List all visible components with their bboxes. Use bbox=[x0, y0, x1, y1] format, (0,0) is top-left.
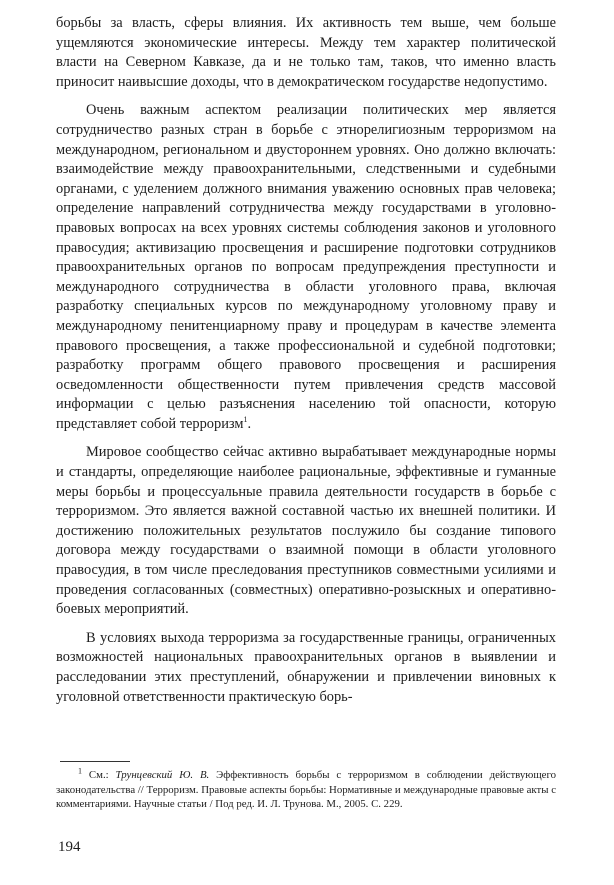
paragraph-2-text: Очень важным аспектом реализации политических мер является сотрудничество разных стран в борьбе с этнорелигиозным терроризмом на международном, региональном и двустороннем уровнях. Оно должно включать: взаимодействие между правоохранительными, следственными и судебными органами, с уделением должного внимания уважению основных прав человека; определение направлений сотрудничества между государствами в уголовно-правовых вопросах на всех уровнях системы соблюдения законов и уголовного правосудия; активизацию просвещения и расширение подготовки сотрудников правоохранительных органов по вопросам предупреждения преступности и международного сотрудничества в области уголовного права, включая разработку специальных курсов по международному уголовному праву и международному пенитенциарному праву и процедурам в качестве элемента правового просвещения, а также профессиональной и судебной подготовки; разработку программ общего правового просвещения и расширения осведомленности общественности путем привлечения средств массовой информации с целью разъяснения населению той опасности, которую представляет собой терроризм bbox=[56, 102, 556, 432]
footnote-divider bbox=[60, 761, 130, 762]
paragraph-1: борьбы за власть, сферы влияния. Их активность тем выше, чем больше ущемляются экономические интересы. Между тем характер политической власти на Северном Кавказе, да и не только там, таков, что именно власть приносит наивысшие доходы, что в демократическом государстве недопустимо. bbox=[56, 15, 556, 90]
paragraph-2: Очень важным аспектом реализации политических мер является сотрудничество разных стран в борьбе с этнорелигиозным терроризмом на международном, региональном и двустороннем уровнях. Оно должно включать: взаимодействие между правоохранительными, следственными и судебными органами, с уделением должного внимания уважению основных прав человека; определение направлений сотрудничества между государствами в уголовно-правовых вопросах на всех уровнях системы соблюдения законов и уголовного правосудия; активизацию просвещения и расширение подготовки сотрудников правоохранительных органов по вопросам предупреждения преступности и международного сотрудничества в области уголовного права, включая разработку специальных курсов по международному уголовному праву и международному пенитенциарному праву и процедурам в качестве элемента правового просвещения, а также профессиональной и судебной подготовки; разработку программ общего правового просвещения и расширения осведомленности общественности путем привлечения средств массовой информации с целью разъяснения населению той опасности, которую представляет собой терроризм$^1$. bbox=[56, 102, 556, 432]
footnote-marker: 1 bbox=[78, 766, 82, 776]
page-number: 194 bbox=[58, 839, 81, 855]
main-text bbox=[56, 14, 556, 716]
paragraph-4: В условиях выхода терроризма за государственные границы, ограниченных возможностей национальных правоохранительных органов в выявлении и расследовании этих преступлений, обнаружении и привлечении виновных к уголовной ответственности практическую борь- bbox=[56, 629, 556, 705]
footnote-text: Эффективность борьбы с терроризмом в соблюдении действующего законодательства // Терроризм. Правовые аспекты борьбы: Нормативные и международные правовые акты с комментариями. Научные статьи / Под ред. И. Л. Трунова. М., 2005. С. 229. bbox=[56, 769, 557, 811]
footnote-reference[interactable]: 1 bbox=[243, 415, 248, 425]
footnote-author: Трунцевский Ю. В. bbox=[115, 769, 210, 781]
footnote bbox=[56, 768, 556, 812]
paragraph-3: Мировое сообщество сейчас активно вырабатывает международные нормы и стандарты, определяющие наиболее рациональные, эффективные и гуманные меры борьбы и процессуальные правила деятельности государств в борьбе с терроризмом. Это является важной составной частью их внешней политики. И достижению положительных результатов послужило бы создание типового договора между государствами о взаимной помощи в области уголовного правосудия, в том числе преследования преступников совместными усилиями и проведения согласованных (совместных) оперативно-розыскных и оперативно-боевых мероприятий. bbox=[56, 444, 556, 618]
footnote-prefix: См.: bbox=[88, 769, 109, 781]
